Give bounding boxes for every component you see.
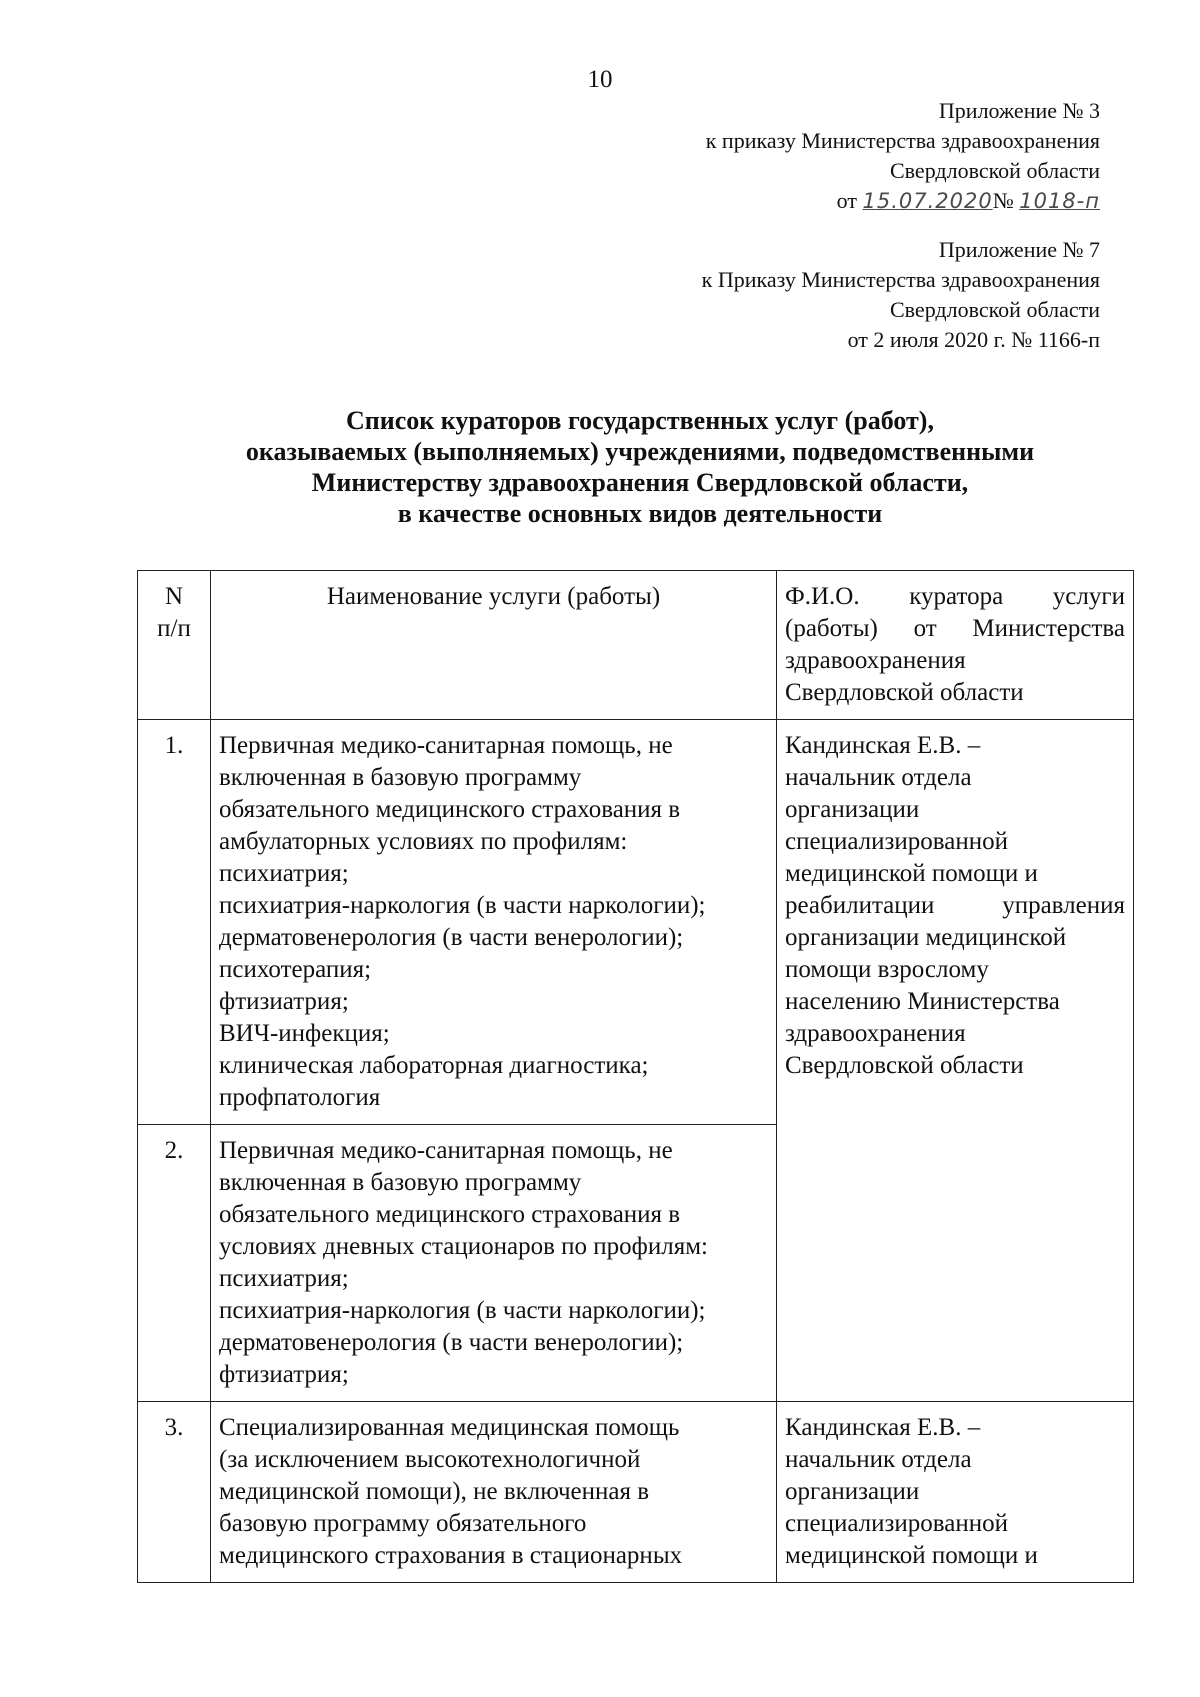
row-number: 2. [138,1125,211,1402]
page-number: 10 [587,66,613,93]
appendix-date-line: от 2 июля 2020 г. № 1166-п [847,327,1100,352]
appendix-date-line [706,186,1100,216]
title-line: оказываемых (выполняемых) учреждениями, подведомственными [245,437,1035,466]
handwritten-date: 15.07.2020 [862,189,993,213]
curators-table [137,570,1134,1583]
handwritten-number: 1018-п [1019,189,1100,213]
appendix-region: Свердловской области [890,158,1100,183]
header-curator: Ф.И.О. куратора услуги (работы) от Министерства здравоохранения Свердловской области [777,571,1134,720]
service-name: Первичная медико-санитарная помощь, не включенная в базовую программу обязательного медицинского страхования в амбулаторных условиях по профилям: психиатрия; психиатрия-наркология (в части наркологии); дерматовенерология (в части венерологии); психотерапия; фтизиатрия; ВИЧ-инфекция; клиническая лабораторная диагностика; профпатология [211,720,777,1125]
table-header-row [138,571,1134,720]
header-service-name: Наименование услуги (работы) [211,571,777,720]
service-name: Специализированная медицинская помощь (за исключением высокотехнологичной медицинской помощи), не включенная в базовую программу обязательного медицинского страхования в стационарных [211,1402,777,1583]
appendix-current-order [706,96,1100,216]
header-number: N п/п [138,571,211,720]
date-prefix: от [836,188,857,213]
curator-cell: Кандинская Е.В. – начальник отдела организации специализированной медицинской помощи и реабилитации управления организации медицинской помощи взрослому населению Министерства здравоохранения Свердловской области [777,720,1134,1402]
title-line: Министерству здравоохранения Свердловской области, [311,468,969,497]
appendix-number: Приложение № 7 [938,237,1100,262]
appendix-order-ref: к Приказу Министерства здравоохранения [701,267,1100,292]
row-number: 3. [138,1402,211,1583]
number-label: № [992,188,1014,213]
appendix-region: Свердловской области [890,297,1100,322]
curator-cell: Кандинская Е.В. – начальник отдела организации специализированной медицинской помощи и [777,1402,1134,1583]
service-name: Первичная медико-санитарная помощь, не включенная в базовую программу обязательного медицинского страхования в условиях дневных стационаров по профилям: психиатрия; психиатрия-наркология (в части наркологии); дерматовенерология (в части венерологии); фтизиатрия; [211,1125,777,1402]
table-row [138,1402,1134,1583]
title-line: в качестве основных видов деятельности [397,499,883,528]
table-row [138,720,1134,1125]
title-line: Список кураторов государственных услуг (работ), [346,406,934,435]
row-number: 1. [138,720,211,1125]
appendix-number: Приложение № 3 [938,98,1100,123]
appendix-original-order [702,235,1100,355]
document-title [100,405,1180,529]
appendix-order-ref: к приказу Министерства здравоохранения [705,128,1100,153]
